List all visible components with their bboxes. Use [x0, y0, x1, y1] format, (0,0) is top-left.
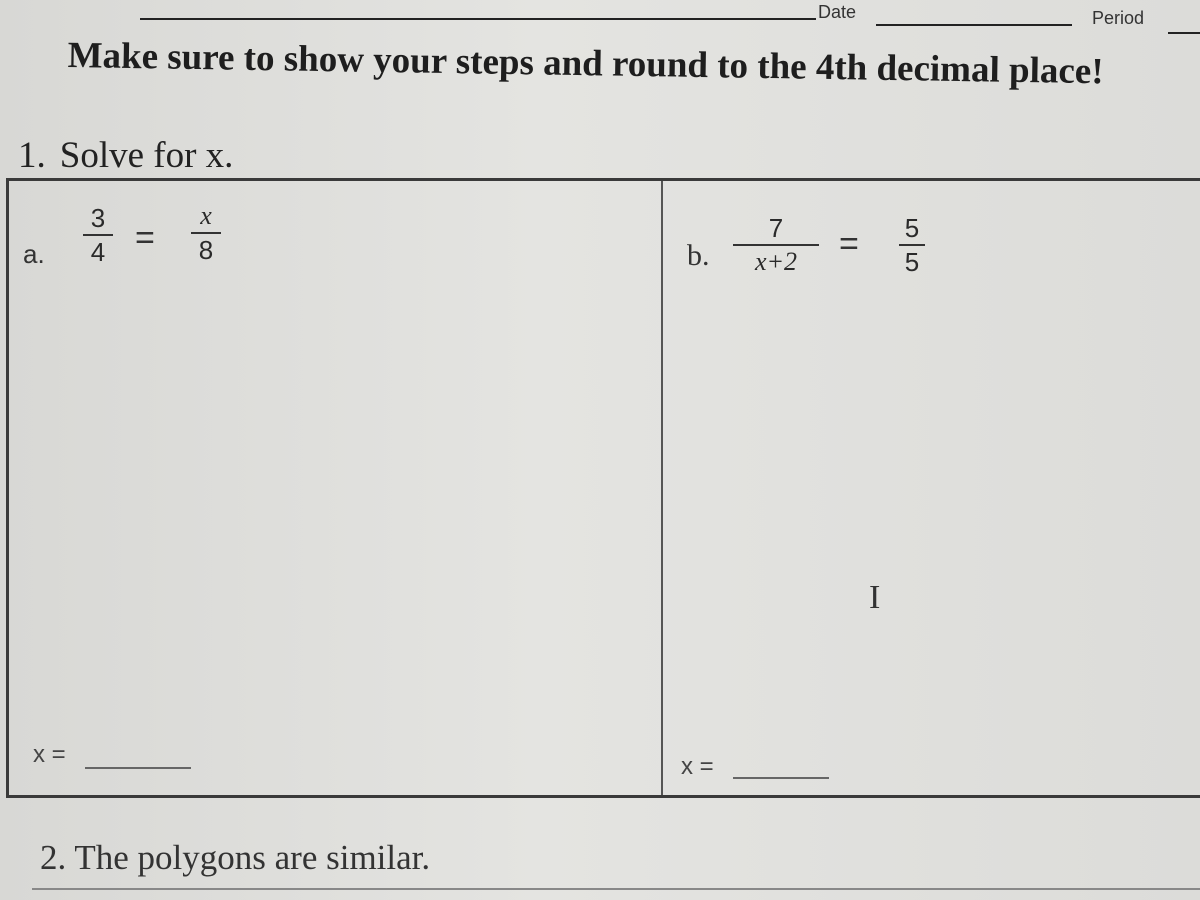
question-2-text: 2. The polygons are similar. — [40, 838, 431, 877]
part-b-equals: = — [839, 225, 859, 263]
part-a-right-fraction — [191, 203, 221, 263]
fraction-denominator: 4 — [90, 237, 106, 267]
part-b-answer-line[interactable] — [733, 777, 829, 779]
instructions: Make sure to show your steps and round to the 4th decimal place! — [67, 34, 1104, 93]
question-number: 1. — [18, 135, 46, 176]
date-label: Date — [818, 2, 857, 22]
answer-table — [6, 178, 1200, 798]
fraction-denominator: x+2 — [754, 247, 798, 276]
part-b-right-fraction — [899, 215, 925, 275]
fraction-numerator: 5 — [904, 213, 920, 243]
part-a-answer-line[interactable] — [85, 767, 191, 769]
part-a-cell — [9, 181, 663, 795]
name-line — [140, 18, 816, 20]
fraction-numerator: x — [200, 201, 212, 230]
fraction-denominator: 8 — [198, 235, 214, 265]
date-line — [876, 24, 1072, 26]
period-label: Period — [1092, 8, 1145, 28]
part-a-answer-label: x = — [33, 741, 66, 768]
fraction-numerator: 7 — [768, 213, 784, 243]
part-a-left-fraction — [83, 205, 113, 265]
part-b-left-fraction — [733, 215, 819, 275]
fraction-numerator: 3 — [90, 203, 106, 233]
question-1-heading — [18, 134, 233, 177]
part-b-answer-label: x = — [681, 753, 714, 780]
part-a-label: a. — [23, 239, 45, 269]
part-b-label: b. — [687, 239, 710, 272]
question-prompt: Solve for x. — [59, 135, 234, 176]
text-cursor-icon: I — [869, 579, 881, 616]
part-b-cell — [663, 181, 1200, 795]
part-a-equals: = — [135, 219, 155, 257]
period-line — [1168, 32, 1200, 34]
fraction-denominator: 5 — [904, 247, 920, 277]
bottom-rule — [32, 888, 1200, 890]
